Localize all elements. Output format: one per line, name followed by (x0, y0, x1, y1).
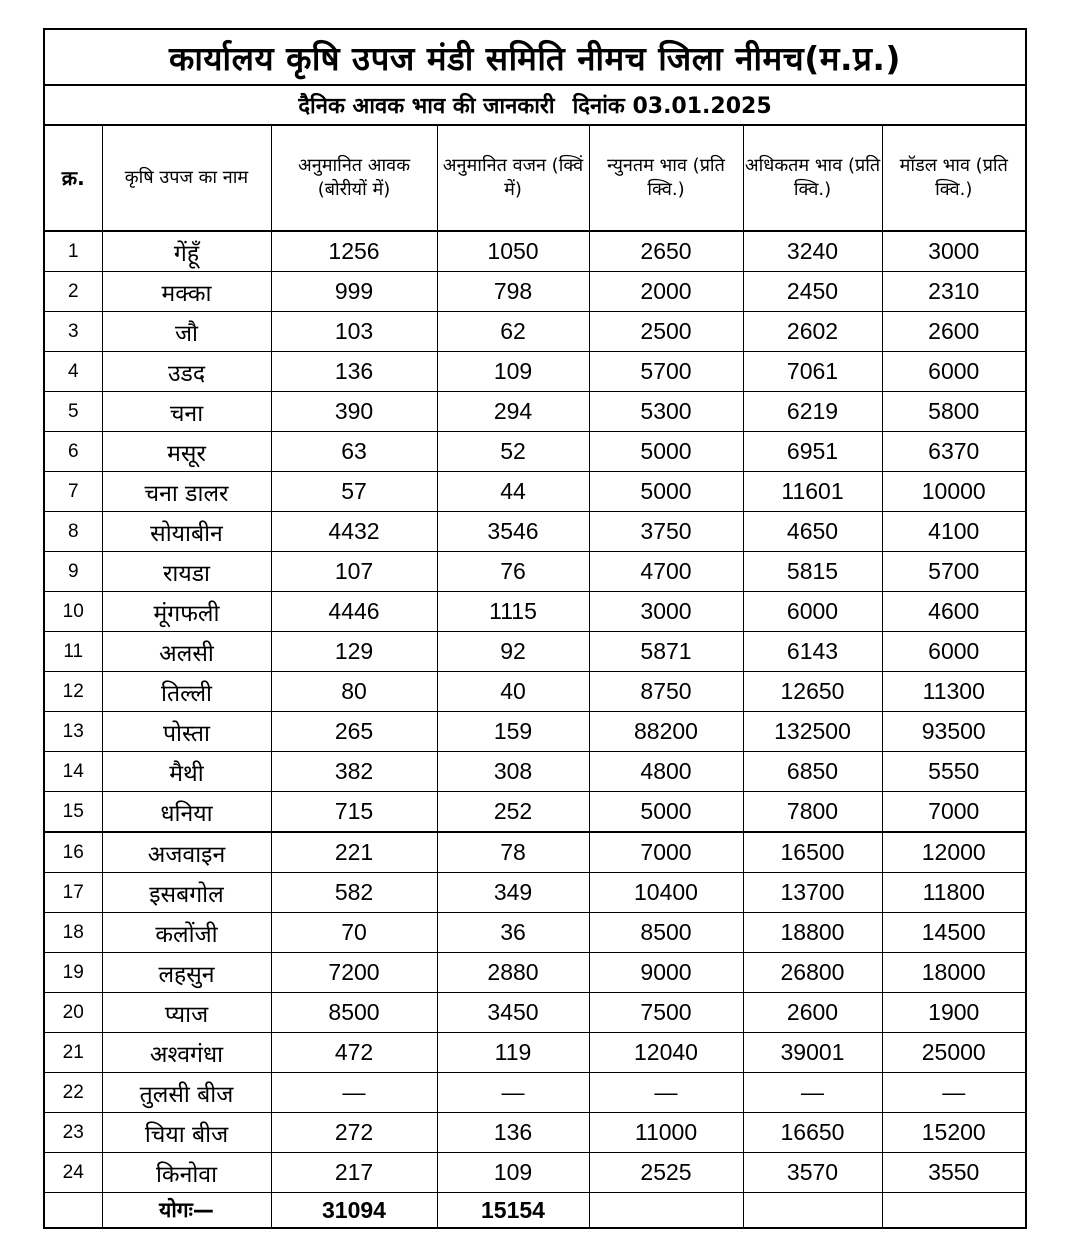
serial-cell: 10 (45, 592, 102, 632)
weight-cell: 3546 (437, 512, 589, 552)
weight-cell: 78 (437, 832, 589, 873)
crop-name-cell: रायडा (102, 552, 271, 592)
min-price-cell: 4800 (589, 752, 743, 792)
max-price-cell: — (743, 1073, 882, 1113)
header-crop-name: कृषि उपज का नाम (102, 126, 271, 231)
arrival-cell: 390 (271, 392, 437, 432)
modal-price-cell: 18000 (882, 953, 1025, 993)
max-price-cell: 2450 (743, 272, 882, 312)
weight-cell: 52 (437, 432, 589, 472)
crop-name-cell: चना डालर (102, 472, 271, 512)
crop-name-cell: चिया बीज (102, 1113, 271, 1153)
crop-name-cell: जौ (102, 312, 271, 352)
table-row (45, 432, 1025, 472)
min-price-cell: 4700 (589, 552, 743, 592)
total-max-cell (743, 1193, 882, 1228)
modal-price-cell: 93500 (882, 712, 1025, 752)
modal-price-cell: 25000 (882, 1033, 1025, 1073)
arrival-cell: 217 (271, 1153, 437, 1193)
table-row (45, 832, 1025, 873)
serial-cell: 11 (45, 632, 102, 672)
weight-cell: 76 (437, 552, 589, 592)
crop-name-cell: पोस्ता (102, 712, 271, 752)
min-price-cell: 3750 (589, 512, 743, 552)
weight-cell: 1115 (437, 592, 589, 632)
arrival-cell: 63 (271, 432, 437, 472)
arrival-cell: 57 (271, 472, 437, 512)
table-row (45, 1073, 1025, 1113)
table-body (45, 231, 1025, 1227)
header-min-price: न्युनतम भाव (प्रति क्वि.) (589, 126, 743, 231)
min-price-cell: 5000 (589, 432, 743, 472)
crop-name-cell: सोयाबीन (102, 512, 271, 552)
serial-cell: 13 (45, 712, 102, 752)
serial-cell: 8 (45, 512, 102, 552)
modal-price-cell: 5800 (882, 392, 1025, 432)
modal-price-cell: 1900 (882, 993, 1025, 1033)
table-row (45, 512, 1025, 552)
weight-cell: 109 (437, 352, 589, 392)
serial-cell: 20 (45, 993, 102, 1033)
serial-cell: 23 (45, 1113, 102, 1153)
max-price-cell: 16650 (743, 1113, 882, 1153)
serial-cell: 4 (45, 352, 102, 392)
crop-name-cell: उडद (102, 352, 271, 392)
modal-price-cell: 7000 (882, 792, 1025, 833)
arrival-cell: 103 (271, 312, 437, 352)
serial-cell: 5 (45, 392, 102, 432)
serial-cell: 24 (45, 1153, 102, 1193)
modal-price-cell: 5550 (882, 752, 1025, 792)
modal-price-cell: 11300 (882, 672, 1025, 712)
crop-name-cell: कलोंजी (102, 913, 271, 953)
total-row (45, 1193, 1025, 1228)
min-price-cell: 2650 (589, 231, 743, 272)
table-row (45, 352, 1025, 392)
serial-cell: 9 (45, 552, 102, 592)
modal-price-cell: 12000 (882, 832, 1025, 873)
table-row (45, 913, 1025, 953)
table-row (45, 953, 1025, 993)
max-price-cell: 6000 (743, 592, 882, 632)
min-price-cell: 2525 (589, 1153, 743, 1193)
modal-price-cell: 5700 (882, 552, 1025, 592)
arrival-cell: 582 (271, 873, 437, 913)
crop-name-cell: किनोवा (102, 1153, 271, 1193)
arrival-cell: 136 (271, 352, 437, 392)
crop-name-cell: अजवाइन (102, 832, 271, 873)
header-row (45, 126, 1025, 231)
max-price-cell: 26800 (743, 953, 882, 993)
arrival-cell: 472 (271, 1033, 437, 1073)
arrival-cell: 80 (271, 672, 437, 712)
total-label: योगः— (102, 1193, 271, 1228)
crop-name-cell: धनिया (102, 792, 271, 833)
rates-table (45, 126, 1025, 1227)
total-weight: 15154 (437, 1193, 589, 1228)
modal-price-cell: 15200 (882, 1113, 1025, 1153)
arrival-cell: 7200 (271, 953, 437, 993)
serial-cell: 3 (45, 312, 102, 352)
max-price-cell: 13700 (743, 873, 882, 913)
modal-price-cell: 3000 (882, 231, 1025, 272)
max-price-cell: 11601 (743, 472, 882, 512)
modal-price-cell: 14500 (882, 913, 1025, 953)
arrival-cell: 4446 (271, 592, 437, 632)
weight-cell: 92 (437, 632, 589, 672)
max-price-cell: 2600 (743, 993, 882, 1033)
table-row (45, 312, 1025, 352)
crop-name-cell: प्याज (102, 993, 271, 1033)
weight-cell: 159 (437, 712, 589, 752)
max-price-cell: 132500 (743, 712, 882, 752)
arrival-cell: 382 (271, 752, 437, 792)
serial-cell: 16 (45, 832, 102, 873)
max-price-cell: 7061 (743, 352, 882, 392)
min-price-cell: 5000 (589, 792, 743, 833)
arrival-cell: 999 (271, 272, 437, 312)
weight-cell: 349 (437, 873, 589, 913)
total-serial-cell (45, 1193, 102, 1228)
arrival-cell: 272 (271, 1113, 437, 1153)
arrival-cell: — (271, 1073, 437, 1113)
min-price-cell: 5871 (589, 632, 743, 672)
min-price-cell: 11000 (589, 1113, 743, 1153)
table-row (45, 792, 1025, 833)
serial-cell: 6 (45, 432, 102, 472)
min-price-cell: 7000 (589, 832, 743, 873)
max-price-cell: 6850 (743, 752, 882, 792)
serial-cell: 22 (45, 1073, 102, 1113)
report-date: दिनांक 03.01.2025 (572, 94, 772, 119)
weight-cell: 308 (437, 752, 589, 792)
table-row (45, 873, 1025, 913)
table-row (45, 1153, 1025, 1193)
arrival-cell: 715 (271, 792, 437, 833)
subtitle-text: दैनिक आवक भाव की जानकारी (298, 94, 555, 119)
min-price-cell: 5300 (589, 392, 743, 432)
min-price-cell: 5000 (589, 472, 743, 512)
max-price-cell: 3240 (743, 231, 882, 272)
max-price-cell: 4650 (743, 512, 882, 552)
modal-price-cell: 6000 (882, 632, 1025, 672)
max-price-cell: 18800 (743, 913, 882, 953)
table-row (45, 392, 1025, 432)
arrival-cell: 221 (271, 832, 437, 873)
serial-cell: 2 (45, 272, 102, 312)
min-price-cell: 88200 (589, 712, 743, 752)
weight-cell: 136 (437, 1113, 589, 1153)
weight-cell: 294 (437, 392, 589, 432)
table-row (45, 552, 1025, 592)
arrival-cell: 129 (271, 632, 437, 672)
modal-price-cell: 2310 (882, 272, 1025, 312)
weight-cell: 252 (437, 792, 589, 833)
max-price-cell: 16500 (743, 832, 882, 873)
min-price-cell: 2500 (589, 312, 743, 352)
max-price-cell: 6219 (743, 392, 882, 432)
crop-name-cell: गेंहूँ (102, 231, 271, 272)
header-max-price: अधिकतम भाव (प्रति क्वि.) (743, 126, 882, 231)
min-price-cell: 9000 (589, 953, 743, 993)
total-min-cell (589, 1193, 743, 1228)
serial-cell: 14 (45, 752, 102, 792)
modal-price-cell: 4600 (882, 592, 1025, 632)
weight-cell: 3450 (437, 993, 589, 1033)
table-row (45, 712, 1025, 752)
min-price-cell: 8500 (589, 913, 743, 953)
table-row (45, 672, 1025, 712)
crop-name-cell: तुलसी बीज (102, 1073, 271, 1113)
serial-cell: 15 (45, 792, 102, 833)
header-weight: अनुमानित वजन (क्विं में) (437, 126, 589, 231)
weight-cell: 119 (437, 1033, 589, 1073)
modal-price-cell: — (882, 1073, 1025, 1113)
header-arrival: अनुमानित आवक (बोरीयों में) (271, 126, 437, 231)
arrival-cell: 70 (271, 913, 437, 953)
weight-cell: 44 (437, 472, 589, 512)
min-price-cell: 8750 (589, 672, 743, 712)
max-price-cell: 2602 (743, 312, 882, 352)
max-price-cell: 5815 (743, 552, 882, 592)
header-serial: क्र. (45, 126, 102, 231)
serial-cell: 18 (45, 913, 102, 953)
table-row (45, 472, 1025, 512)
table-row (45, 752, 1025, 792)
crop-name-cell: अश्वगंधा (102, 1033, 271, 1073)
crop-name-cell: मूंगफली (102, 592, 271, 632)
weight-cell: 40 (437, 672, 589, 712)
crop-name-cell: मैथी (102, 752, 271, 792)
weight-cell: 109 (437, 1153, 589, 1193)
weight-cell: 2880 (437, 953, 589, 993)
crop-name-cell: अलसी (102, 632, 271, 672)
serial-cell: 12 (45, 672, 102, 712)
min-price-cell: 10400 (589, 873, 743, 913)
serial-cell: 19 (45, 953, 102, 993)
crop-name-cell: तिल्ली (102, 672, 271, 712)
modal-price-cell: 6000 (882, 352, 1025, 392)
table-row (45, 272, 1025, 312)
modal-price-cell: 11800 (882, 873, 1025, 913)
arrival-cell: 8500 (271, 993, 437, 1033)
arrival-cell: 265 (271, 712, 437, 752)
table-row (45, 231, 1025, 272)
min-price-cell: 12040 (589, 1033, 743, 1073)
arrival-cell: 4432 (271, 512, 437, 552)
serial-cell: 17 (45, 873, 102, 913)
serial-cell: 1 (45, 231, 102, 272)
crop-name-cell: इसबगोल (102, 873, 271, 913)
crop-name-cell: लहसुन (102, 953, 271, 993)
serial-cell: 21 (45, 1033, 102, 1073)
crop-name-cell: मसूर (102, 432, 271, 472)
max-price-cell: 6143 (743, 632, 882, 672)
min-price-cell: 5700 (589, 352, 743, 392)
max-price-cell: 3570 (743, 1153, 882, 1193)
min-price-cell: 2000 (589, 272, 743, 312)
modal-price-cell: 2600 (882, 312, 1025, 352)
weight-cell: — (437, 1073, 589, 1113)
modal-price-cell: 4100 (882, 512, 1025, 552)
weight-cell: 1050 (437, 231, 589, 272)
min-price-cell: 7500 (589, 993, 743, 1033)
header-modal-price: मॉडल भाव (प्रति क्वि.) (882, 126, 1025, 231)
crop-name-cell: चना (102, 392, 271, 432)
modal-price-cell: 3550 (882, 1153, 1025, 1193)
total-modal-cell (882, 1193, 1025, 1228)
min-price-cell: 3000 (589, 592, 743, 632)
modal-price-cell: 6370 (882, 432, 1025, 472)
max-price-cell: 6951 (743, 432, 882, 472)
max-price-cell: 7800 (743, 792, 882, 833)
weight-cell: 798 (437, 272, 589, 312)
table-row (45, 1033, 1025, 1073)
table-row (45, 632, 1025, 672)
serial-cell: 7 (45, 472, 102, 512)
weight-cell: 62 (437, 312, 589, 352)
table-row (45, 592, 1025, 632)
crop-name-cell: मक्का (102, 272, 271, 312)
arrival-cell: 1256 (271, 231, 437, 272)
max-price-cell: 39001 (743, 1033, 882, 1073)
modal-price-cell: 10000 (882, 472, 1025, 512)
table-row (45, 1113, 1025, 1153)
weight-cell: 36 (437, 913, 589, 953)
table-row (45, 993, 1025, 1033)
arrival-cell: 107 (271, 552, 437, 592)
office-title: कार्यालय कृषि उपज मंडी समिति नीमच जिला नीमच(म.प्र.) (45, 30, 1025, 86)
total-arrival: 31094 (271, 1193, 437, 1228)
min-price-cell: — (589, 1073, 743, 1113)
report-sheet (43, 28, 1027, 1229)
report-subtitle (45, 86, 1025, 126)
max-price-cell: 12650 (743, 672, 882, 712)
